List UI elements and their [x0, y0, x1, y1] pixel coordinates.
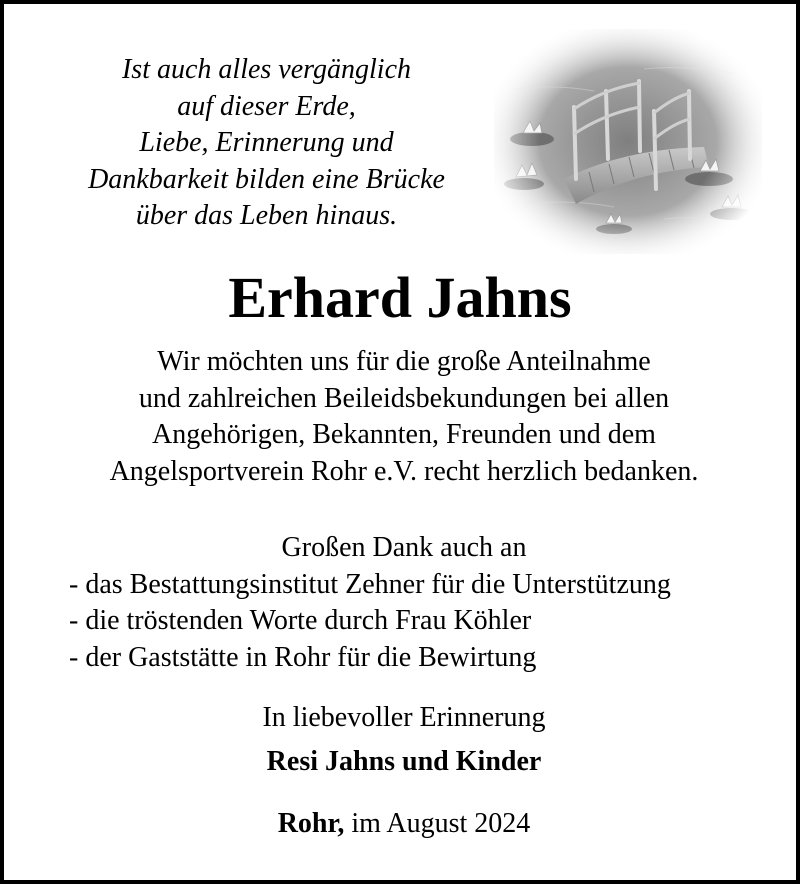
thanks-line: und zahlreichen Beileidsbekundungen bei allen	[138, 382, 670, 414]
poem-line: auf dieser Erde,	[177, 90, 356, 122]
poem-line: Liebe, Erinnerung und	[139, 127, 394, 158]
signers: Resi Jahns und Kinder	[266, 746, 542, 777]
thanks-line: Wir möchten uns für die große Anteilnahme	[157, 346, 651, 377]
place: Rohr,	[277, 808, 345, 839]
thanks-text	[4, 344, 800, 490]
bridge-pond-image	[494, 29, 762, 254]
dateline	[4, 806, 800, 842]
poem	[44, 52, 489, 235]
poem-line: Ist auch alles vergänglich	[121, 54, 411, 85]
memory-line: In liebevoller Erinnerung	[262, 702, 546, 733]
extra-thanks	[4, 530, 800, 676]
deceased-name: Erhard Jahns	[228, 265, 572, 330]
extra-thanks-item: - der Gaststätte in Rohr für die Bewirtung	[69, 641, 537, 673]
thanks-line: Angelsportverein Rohr e.V. recht herzlich bedanken.	[109, 455, 699, 487]
extra-thanks-heading: Großen Dank auch an	[281, 532, 527, 563]
poem-line: Dankbarkeit bilden eine Brücke	[88, 163, 445, 195]
thanks-line: Angehörigen, Bekannten, Freunden und dem	[152, 419, 656, 450]
extra-thanks-item: - die tröstenden Worte durch Frau Köhler	[69, 605, 532, 636]
date: im August 2024	[344, 808, 531, 839]
poem-line: über das Leben hinaus.	[135, 200, 398, 231]
extra-thanks-item: - das Bestattungsinstitut Zehner für die Unterstützung	[69, 568, 671, 600]
